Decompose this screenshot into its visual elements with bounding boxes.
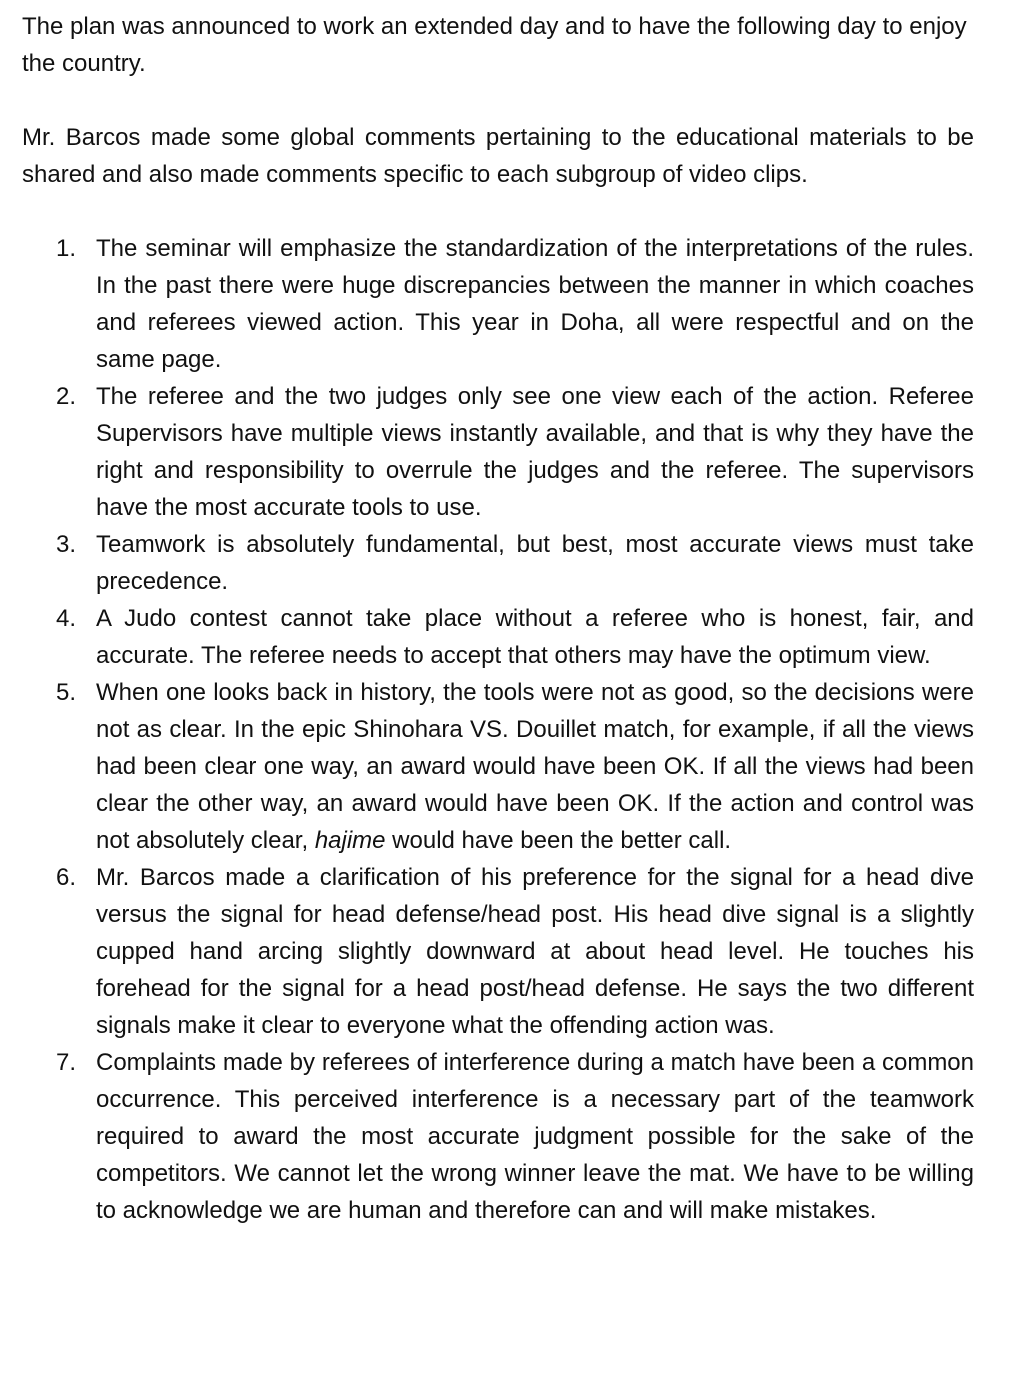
list-item [22,378,974,526]
intro-paragraph: The plan was announced to work an extended day and to have the following day to enjoy the country. [22,13,967,77]
list-item-text-after: would have been the better call. [385,827,732,854]
numbered-list [22,230,974,1229]
list-item-number: 3. [56,531,77,558]
list-item [22,1044,974,1229]
list-item [22,674,974,859]
list-item-number: 4. [56,605,77,632]
list-item-text: A Judo contest cannot take place without a referee who is honest, fair, and accurate. The referee needs to accept that others may have the optimum view. [96,605,974,669]
list-item-text: The referee and the two judges only see one view each of the action. Referee Supervisors have multiple views instantly available, and that is why they have the right and responsibility to overrule the judges and the referee. The supervisors have the most accurate tools to use. [96,383,974,521]
list-item-number: 7. [56,1049,77,1076]
list-item-number: 1. [56,235,77,262]
list-item-number: 5. [56,679,77,706]
list-item [22,859,974,1044]
list-item [22,526,974,600]
list-item [22,600,974,674]
list-item-text: Teamwork is absolutely fundamental, but best, most accurate views must take precedence. [96,531,974,595]
list-item-number: 6. [56,864,77,891]
list-item-text: Complaints made by referees of interference during a match have been a common occurrence. This perceived interference is a necessary part of the teamwork required to award the most accurate judgment possible for the sake of the competitors. We cannot let the wrong winner leave the mat. We have to be willing to acknowledge we are human and therefore can and will make mistakes. [96,1049,974,1224]
list-item [22,230,974,378]
emphasized-term: hajime [314,827,386,854]
list-item-text-before: When one looks back in history, the tools were not as good, so the decisions were not as clear. In the epic Shinohara VS. Douillet match, for example, if all the views had been clear one way, an award would have been OK. If all the views had been clear the other way, an award would have been OK. If the action and control was not absolutely clear, [96,679,974,854]
list-item-text [96,679,974,854]
document-page [22,8,974,1229]
list-item-number: 2. [56,383,77,410]
list-item-text: The seminar will emphasize the standardization of the interpretations of the rules. In the past there were huge discrepancies between the manner in which coaches and referees viewed action. This year in Doha, all were respectful and on the same page. [96,235,974,373]
comments-paragraph: Mr. Barcos made some global comments pertaining to the educational materials to be shared and also made comments specific to each subgroup of video clips. [22,124,974,188]
list-item-text: Mr. Barcos made a clarification of his preference for the signal for a head dive versus the signal for head defense/head post. His head dive signal is a slightly cupped hand arcing slightly downward at about head level. He touches his forehead for the signal for a head post/head defense. He says the two different signals make it clear to everyone what the offending action was. [96,864,974,1039]
